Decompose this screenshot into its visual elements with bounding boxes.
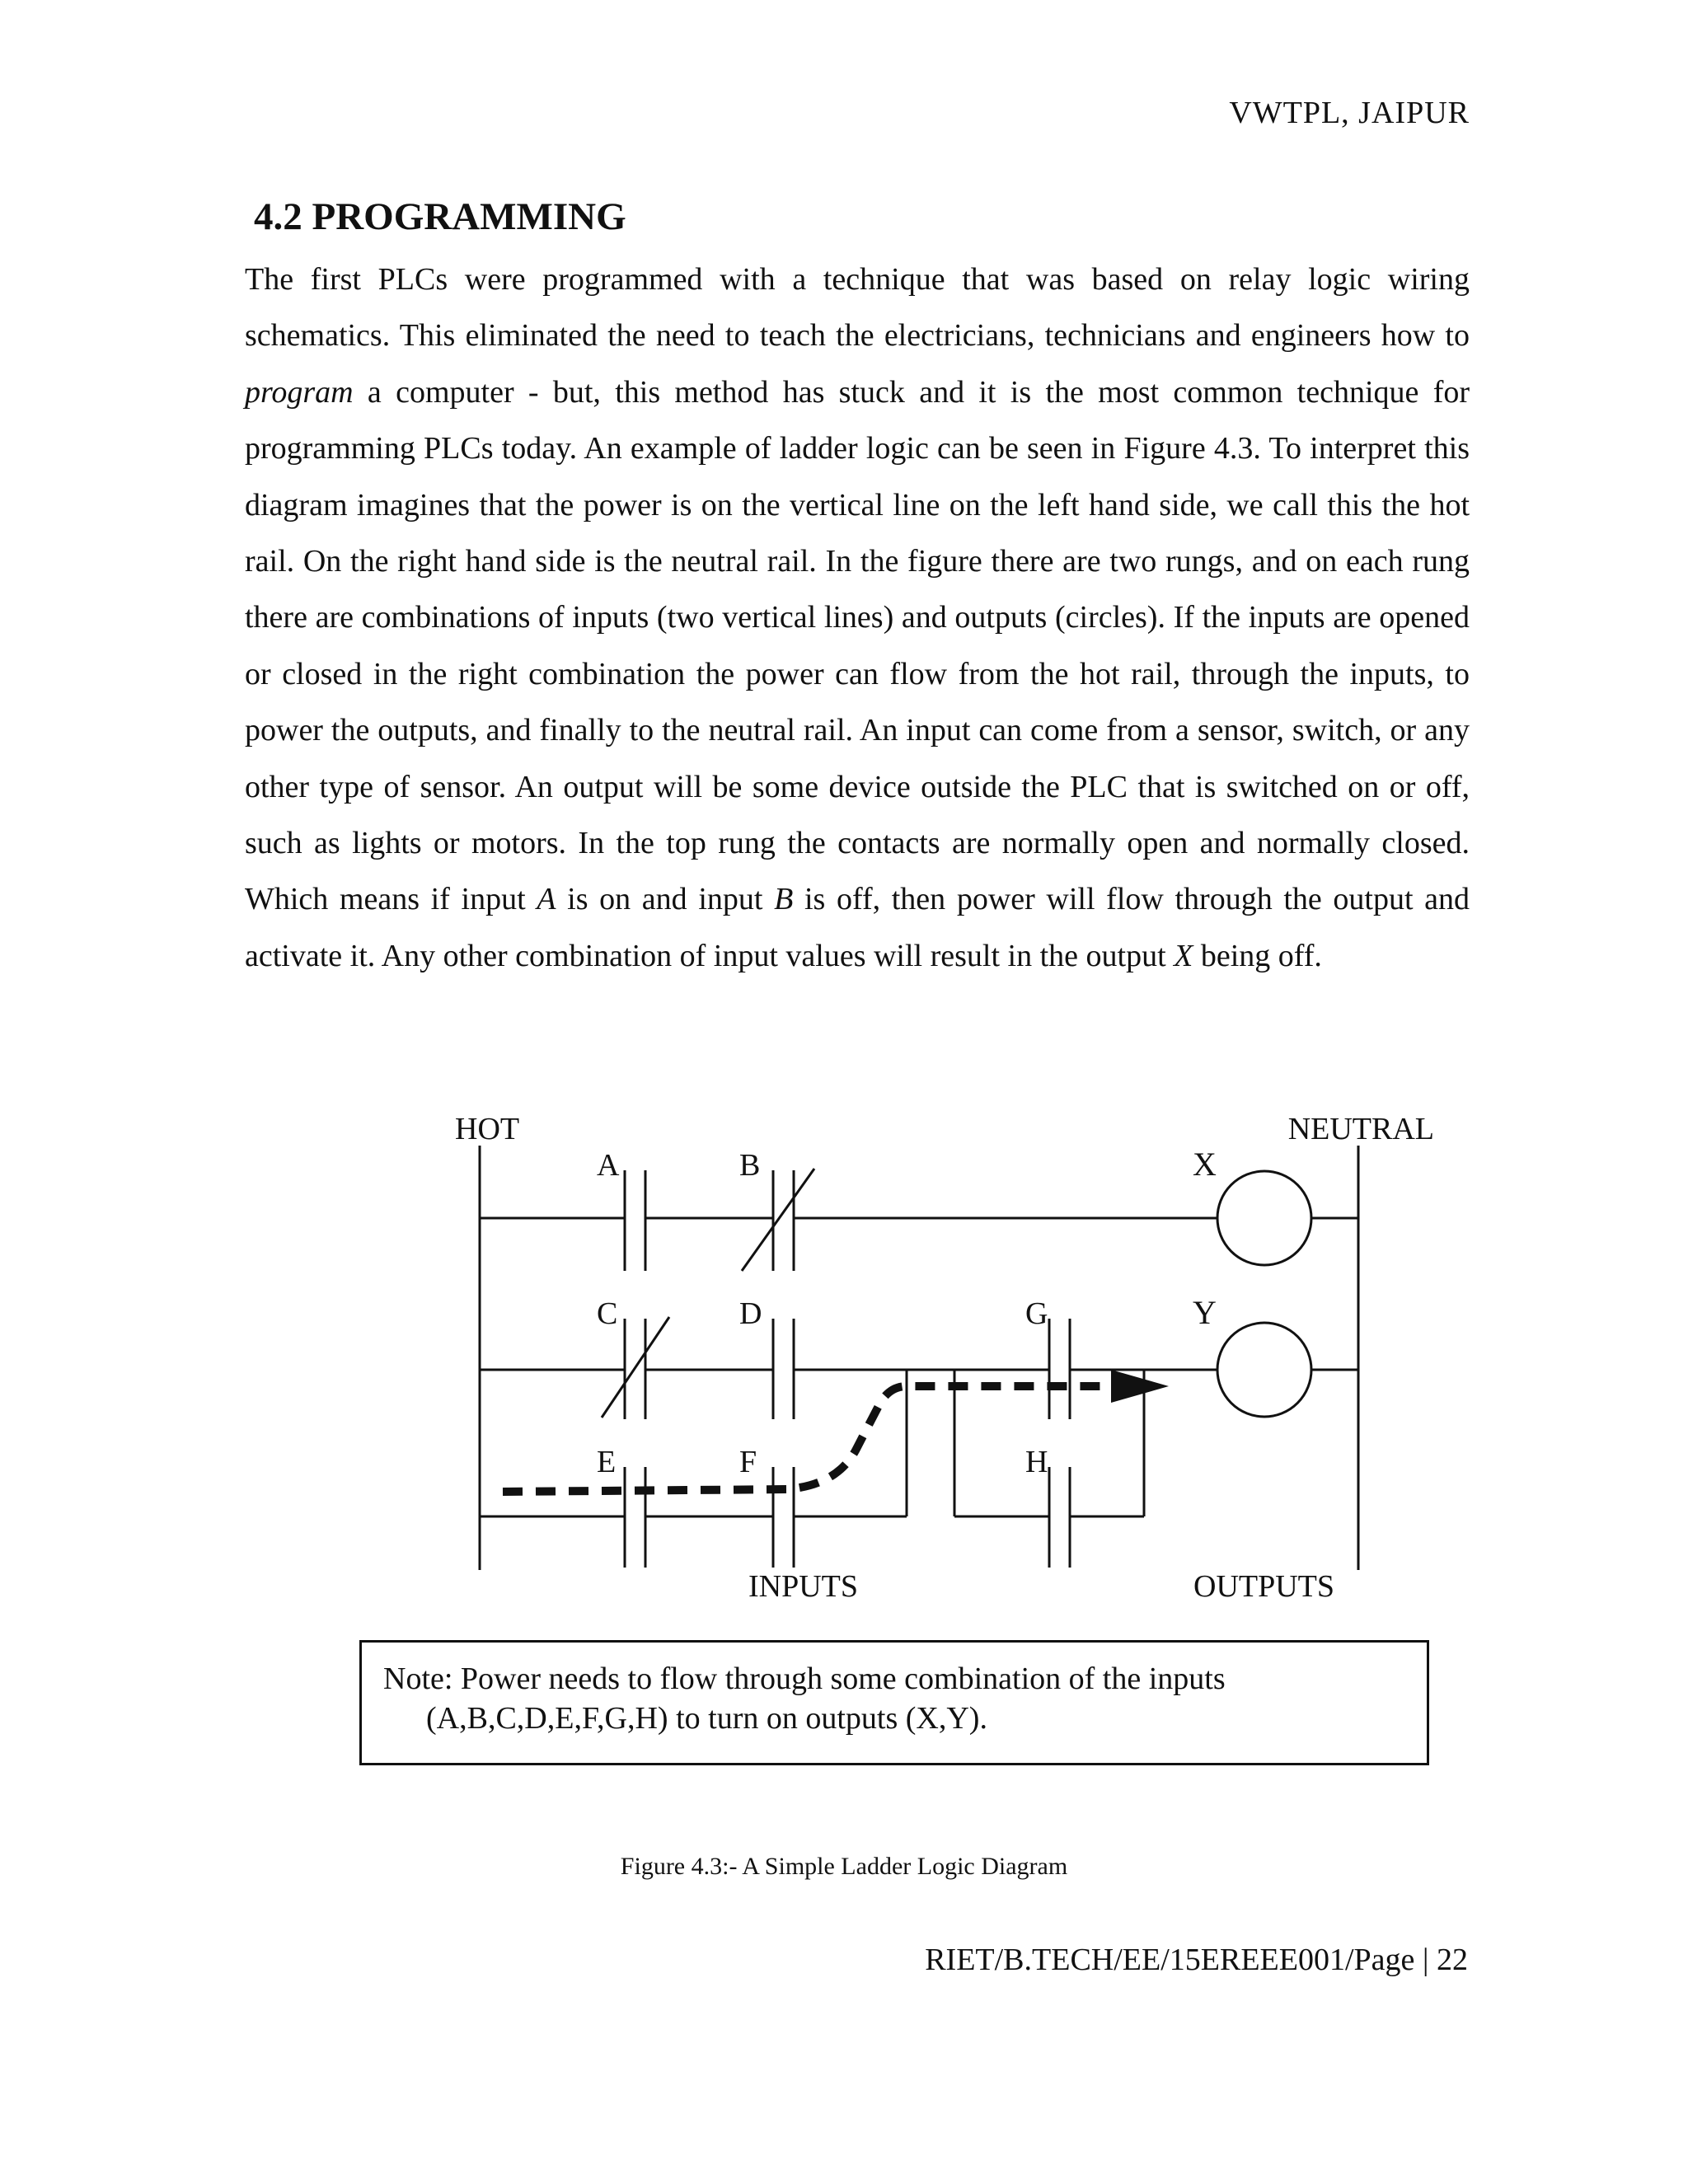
rung-1	[480, 1169, 1358, 1271]
neutral-label: NEUTRAL	[1287, 1112, 1434, 1146]
page-footer: RIET/B.TECH/EE/15EREEE001/Page | 22	[925, 1943, 1468, 1977]
contact-g-label: G	[1025, 1296, 1048, 1331]
hot-label: HOT	[455, 1112, 520, 1146]
body-emphasis-a: A	[537, 882, 556, 917]
body-emphasis-program: program	[245, 374, 354, 410]
body-text-4: is off, then power will flow through the output and activate it. Any other combination of input values will result in the output	[245, 882, 1470, 973]
contact-a-label: A	[597, 1148, 620, 1183]
ladder-logic-diagram	[445, 1096, 1459, 1624]
body-text-2: a computer - but, this method has stuck and it is the most common technique for programming PLCs today. An example of ladder logic can be seen in Figure 4.3. To interpret this diagram imagines that the power is on the vertical line on the left hand side, we call this the hot rail. On the right hand side is the neutral rail. In the figure there are two rungs, and on each rung there are combinations of inputs (two vertical lines) and outputs (circles). If the inputs are opened or closed in the right combination the power can flow from the hot rail, through the inputs, to power the outputs, and finally to the neutral rail. An input can come from a sensor, switch, or any other type of sensor. An output will be some device outside the PLC that is switched on or off, such as lights or motors. In the top rung the contacts are normally open and normally closed. Which means if input	[245, 374, 1470, 917]
body-emphasis-x: X	[1174, 938, 1193, 973]
contact-d-label: D	[739, 1296, 762, 1331]
body-paragraph	[245, 251, 1470, 984]
rung-2	[480, 1317, 1358, 1419]
contact-c-label: C	[597, 1296, 618, 1331]
body-text-1: The first PLCs were programmed with a technique that was based on relay logic wiring schematics. This eliminated the need to teach the electricians, technicians and engineers how to	[245, 262, 1470, 354]
section-heading: 4.2 PROGRAMMING	[254, 195, 626, 238]
body-emphasis-b: B	[774, 882, 794, 917]
contact-h-label: H	[1025, 1445, 1048, 1479]
output-y-label: Y	[1193, 1294, 1217, 1331]
output-x-label: X	[1193, 1146, 1217, 1183]
output-x-coil	[1217, 1171, 1311, 1265]
inputs-label: INPUTS	[748, 1569, 859, 1604]
body-text-5: being off.	[1200, 938, 1322, 973]
page-header: VWTPL, JAIPUR	[1229, 96, 1470, 130]
diagram-note	[359, 1640, 1429, 1765]
figure-caption: Figure 4.3:- A Simple Ladder Logic Diagram	[620, 1853, 1068, 1880]
output-y-coil	[1217, 1323, 1311, 1417]
contact-e-label: E	[597, 1445, 617, 1479]
outputs-label: OUTPUTS	[1193, 1569, 1335, 1604]
body-text-3: is on and input	[567, 882, 763, 917]
note-line-2: (A,B,C,D,E,F,G,H) to turn on outputs (X,Y).	[426, 1701, 987, 1736]
note-line-1: Note: Power needs to flow through some combination of the inputs	[383, 1661, 1226, 1696]
contact-f-label: F	[739, 1445, 757, 1479]
power-flow-arrowhead	[1111, 1370, 1169, 1403]
contact-b-label: B	[739, 1148, 761, 1183]
